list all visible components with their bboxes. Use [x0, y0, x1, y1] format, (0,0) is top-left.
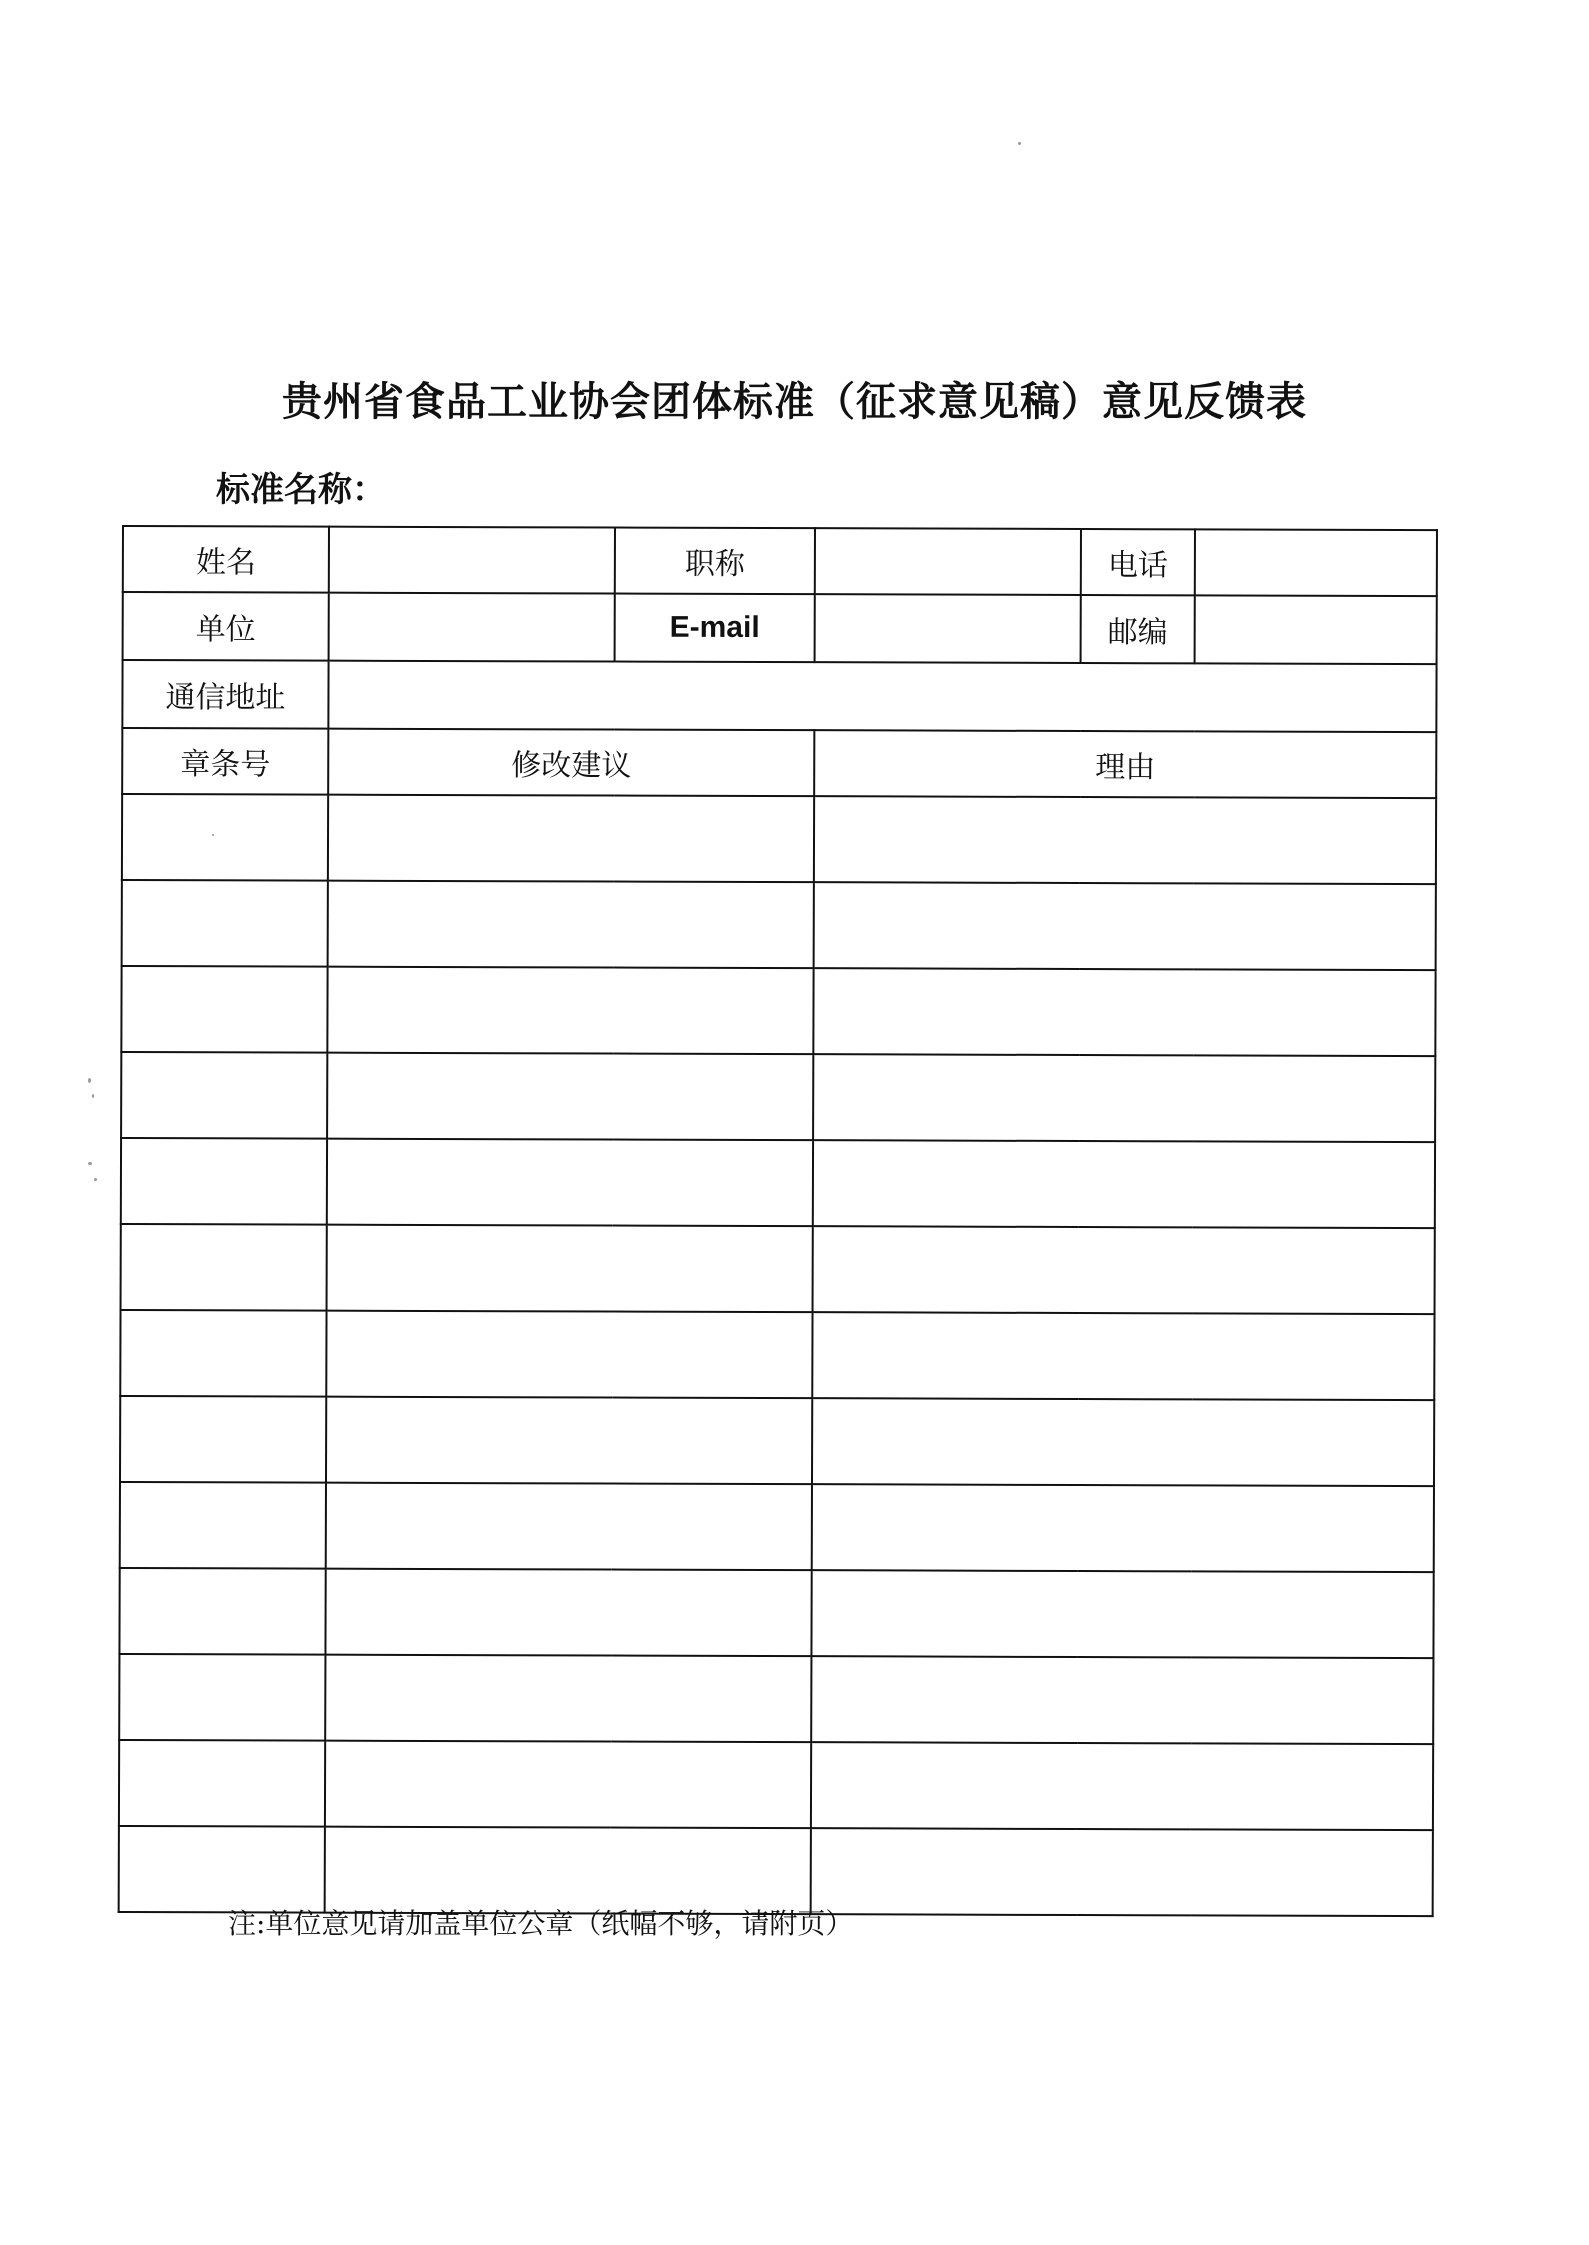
unit-field[interactable] [329, 593, 615, 662]
name-field[interactable] [329, 527, 615, 594]
comment-row [120, 1396, 1434, 1486]
phone-label: 电话 [1081, 529, 1195, 595]
comment-row [121, 966, 1435, 1056]
postcode-field[interactable] [1195, 595, 1437, 664]
reason-cell[interactable] [811, 1742, 1433, 1830]
reason-cell[interactable] [812, 1484, 1434, 1572]
comment-row [121, 1052, 1435, 1142]
suggestion-cell[interactable] [327, 1053, 813, 1141]
reason-cell[interactable] [812, 1398, 1434, 1486]
unit-label: 单位 [123, 592, 329, 661]
reason-cell[interactable] [813, 1054, 1435, 1142]
suggestion-cell[interactable] [326, 1397, 812, 1485]
feedback-table [118, 525, 1438, 1917]
clause-cell[interactable] [119, 1826, 325, 1913]
reason-cell[interactable] [811, 1828, 1433, 1916]
clause-cell[interactable] [120, 1310, 326, 1397]
address-label: 通信地址 [122, 660, 328, 729]
scan-speck [88, 1078, 91, 1083]
clause-cell[interactable] [121, 966, 327, 1053]
form-title: 贵州省食品工业协会团体标准（征求意见稿）意见反馈表 [282, 379, 1307, 425]
clause-cell[interactable] [120, 1396, 326, 1483]
comment-row [119, 1740, 1433, 1830]
clause-cell[interactable] [119, 1568, 325, 1655]
clause-cell[interactable] [121, 1052, 327, 1139]
suggestion-cell[interactable] [326, 1483, 812, 1571]
clause-cell[interactable] [122, 880, 328, 967]
clause-cell[interactable] [122, 794, 328, 881]
clause-cell[interactable] [121, 1138, 327, 1225]
scan-speck [92, 1094, 94, 1098]
suggestion-cell[interactable] [325, 1741, 811, 1829]
reason-column-header: 理由 [814, 730, 1436, 798]
reason-cell[interactable] [813, 1226, 1435, 1314]
job-title-label: 职称 [615, 528, 815, 595]
suggestion-cell[interactable] [328, 795, 814, 883]
suggestion-cell[interactable] [325, 1655, 811, 1743]
standard-name-label: 标准名称： [216, 470, 386, 510]
clause-cell[interactable] [119, 1740, 325, 1827]
clause-column-header: 章条号 [122, 728, 328, 795]
comment-row [119, 1568, 1433, 1658]
phone-field[interactable] [1195, 529, 1437, 596]
name-label: 姓名 [123, 526, 329, 593]
address-field[interactable] [328, 661, 1436, 732]
suggestion-cell[interactable] [327, 967, 813, 1055]
clause-cell[interactable] [120, 1482, 326, 1569]
suggestion-cell[interactable] [325, 1569, 811, 1657]
reason-cell[interactable] [812, 1312, 1434, 1400]
suggestion-cell[interactable] [327, 1139, 813, 1227]
reason-cell[interactable] [811, 1656, 1433, 1744]
suggestion-cell[interactable] [327, 1225, 813, 1313]
suggestion-cell[interactable] [326, 1311, 812, 1399]
comment-row [121, 1224, 1435, 1314]
comment-rows [119, 794, 1437, 1916]
clause-cell[interactable] [121, 1224, 327, 1311]
reason-cell[interactable] [814, 796, 1436, 884]
comment-row [122, 880, 1436, 970]
scan-speck [212, 834, 214, 836]
reason-cell[interactable] [814, 882, 1436, 970]
comment-row [122, 794, 1436, 884]
scan-speck [88, 1162, 92, 1165]
job-title-field[interactable] [815, 528, 1081, 595]
scan-speck [1018, 142, 1021, 145]
email-field[interactable] [815, 594, 1081, 663]
postcode-label: 邮编 [1081, 595, 1195, 663]
suggestion-cell[interactable] [328, 881, 814, 969]
suggestion-column-header: 修改建议 [328, 729, 814, 797]
reason-cell[interactable] [813, 1140, 1435, 1228]
reason-cell[interactable] [813, 968, 1435, 1056]
scan-speck [94, 1178, 97, 1181]
comment-row [121, 1138, 1435, 1228]
comment-row [119, 1654, 1433, 1744]
comment-row [120, 1482, 1434, 1572]
email-label: E-mail [615, 594, 815, 663]
reason-cell[interactable] [811, 1570, 1433, 1658]
clause-cell[interactable] [119, 1654, 325, 1741]
comment-row [120, 1310, 1434, 1400]
footnote: 注:单位意见请加盖单位公章（纸幅不够，请附页） [228, 1907, 854, 1940]
